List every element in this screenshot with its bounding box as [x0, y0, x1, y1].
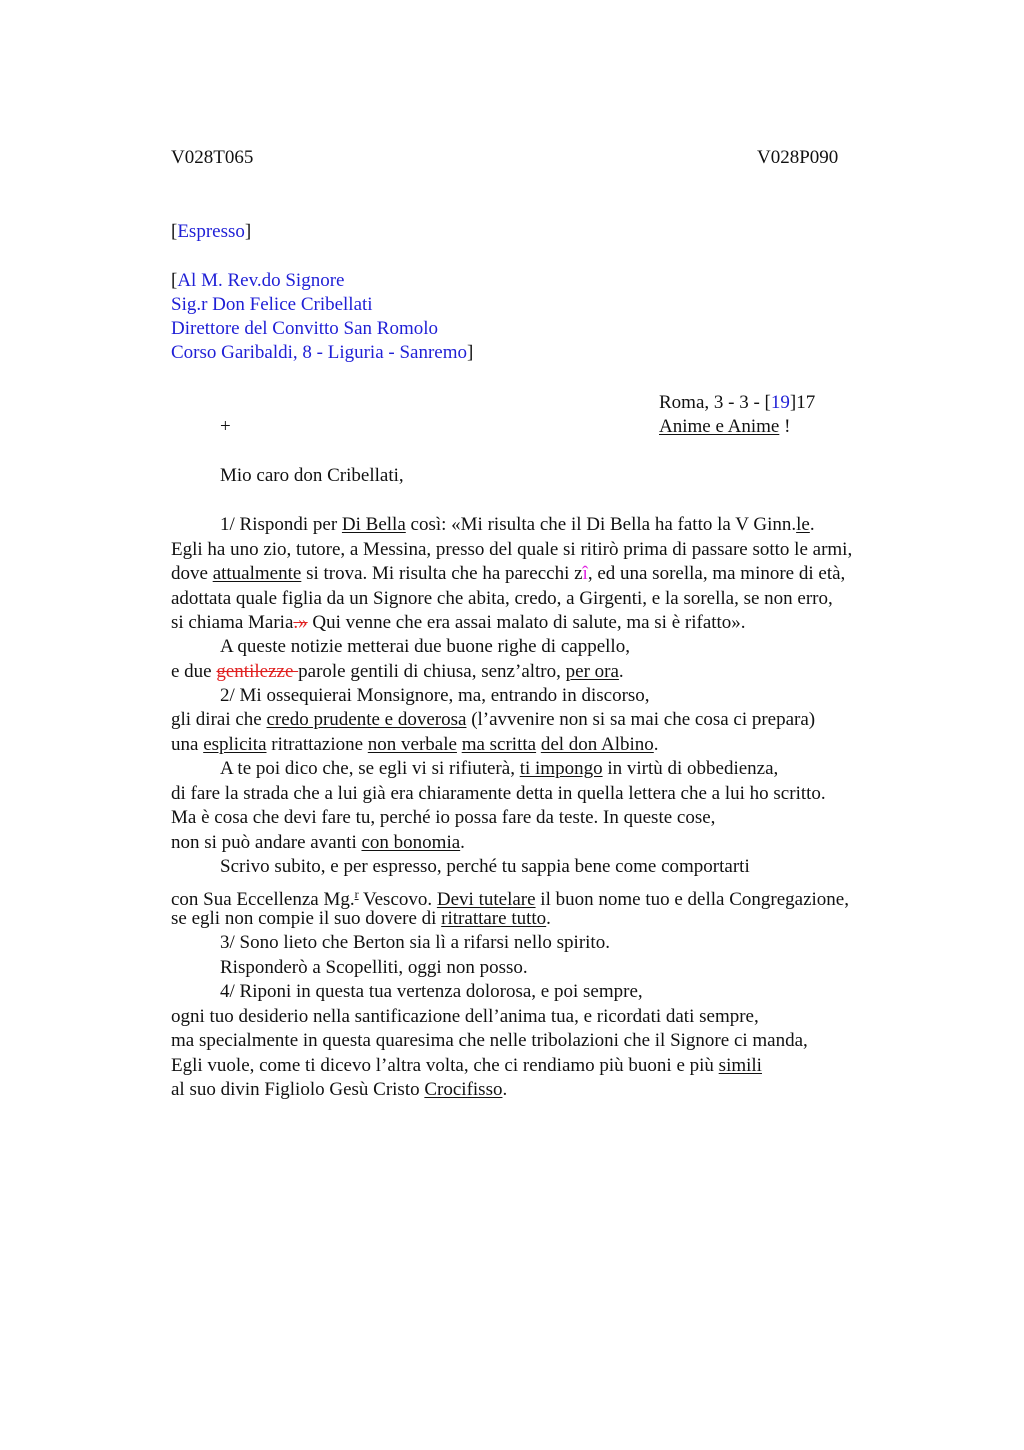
underlined-text: Devi tutelare	[436, 889, 536, 910]
text: non si può andare avanti	[171, 832, 362, 853]
address-line: Sig.r Don Felice Cribellati	[171, 294, 373, 315]
body-line	[171, 907, 551, 931]
salutation: Mio caro don Cribellati,	[220, 465, 404, 486]
body-line	[171, 1054, 762, 1078]
address-block	[171, 269, 473, 365]
text: dove	[171, 563, 213, 584]
body-line: Egli ha uno zio, tutore, a Messina, presso del quale si ritirò prima di passare sotto le armi,	[171, 539, 853, 560]
body-line	[171, 708, 815, 732]
text: 1/ Rispondi per	[220, 514, 342, 535]
text: .	[618, 661, 624, 682]
motto-end: !	[779, 416, 791, 437]
underlined-text: simili	[718, 1055, 762, 1076]
text: si chiama Maria	[171, 612, 294, 633]
motto-text: Anime e Anime	[659, 416, 780, 437]
body-line: Ma è cosa che devi fare tu, perché io possa fare da teste. In queste cose,	[171, 807, 716, 828]
underlined-text: con bonomia	[361, 832, 461, 853]
body-line	[220, 513, 815, 537]
archive-code-right: V028P090	[757, 147, 839, 168]
superscript: r	[354, 887, 359, 901]
underlined-text: del don Albino	[540, 734, 654, 755]
text: Egli vuole, come ti dicevo l’altra volta, che ci rendiamo più buoni e più	[171, 1055, 719, 1076]
text: il buon nome tuo e della Congregazione,	[535, 889, 849, 910]
body-line	[171, 733, 659, 757]
underlined-text: Crocifisso	[424, 1079, 503, 1100]
delivery-text: Espresso	[177, 221, 245, 242]
text: si trova. Mi risulta che ha parecchi z	[301, 563, 583, 584]
body-line: 4/ Riponi in questa tua vertenza dolorosa, e poi sempre,	[220, 981, 643, 1002]
address-text: Al M. Rev.do Signore	[177, 270, 345, 291]
date-suffix: ]17	[789, 392, 816, 413]
dateline	[659, 391, 815, 415]
bracket-open: [	[171, 270, 178, 291]
body-line	[171, 831, 465, 855]
motto	[659, 415, 790, 439]
underlined-text: attualmente	[212, 563, 302, 584]
deleted-text: .»	[293, 612, 308, 633]
text: parole gentili di chiusa, senz’altro,	[298, 661, 566, 682]
cross-mark: +	[220, 416, 231, 437]
text: e due	[171, 661, 217, 682]
text: una	[171, 734, 204, 755]
body-line: 3/ Sono lieto che Berton sia lì a rifarsi nello spirito.	[220, 932, 610, 953]
underlined-text: le	[796, 514, 810, 535]
underlined-text: esplicita	[203, 734, 267, 755]
underlined-text: ritrattare tutto	[441, 908, 547, 929]
archive-code-left: V028T065	[171, 147, 254, 168]
bracket-close: ]	[467, 342, 474, 363]
body-line	[171, 562, 845, 586]
address-line: Direttore del Convitto San Romolo	[171, 318, 439, 339]
bracket-open: [	[171, 221, 178, 242]
text: .	[653, 734, 659, 755]
deleted-text: gentilezze	[216, 661, 299, 682]
text: .	[502, 1079, 508, 1100]
underlined-text: Di Bella	[341, 514, 406, 535]
text: con Sua Eccellenza Mg.	[171, 889, 355, 910]
underlined-text: per ora	[565, 661, 619, 682]
text: .	[809, 514, 815, 535]
underlined-text: ti impongo	[519, 758, 603, 779]
text: così: «Mi risulta che il Di Bella ha fatto la V Ginn.	[405, 514, 797, 535]
body-line: Scrivo subito, e per espresso, perché tu sappia bene come comportarti	[220, 856, 750, 877]
underlined-text: credo prudente e doverosa	[266, 709, 467, 730]
text: .	[460, 832, 465, 853]
bracket-close: ]	[244, 221, 252, 242]
underlined-text: ma scritta	[461, 734, 537, 755]
body-line: adottata quale figlia da un Signore che abita, credo, a Girgenti, e la sorella, se non erro,	[171, 588, 833, 609]
text: al suo divin Figliolo Gesù Cristo	[171, 1079, 425, 1100]
text: ritrattazione	[266, 734, 368, 755]
text: se egli non compie il suo dovere di	[171, 908, 442, 929]
body-line	[171, 611, 746, 635]
body-line: Risponderò a Scopelliti, oggi non posso.	[220, 957, 528, 978]
text: (l’avvenire non si sa mai che cosa ci prepara)	[466, 709, 816, 730]
address-text: Corso Garibaldi, 8 - Liguria - Sanremo	[171, 342, 468, 363]
body-line: ma specialmente in questa quaresima che nelle tribolazioni che il Signore ci manda,	[171, 1030, 808, 1051]
text: Vescovo.	[358, 889, 437, 910]
body-line	[171, 660, 624, 684]
text: A te poi dico che, se egli vi si rifiuterà,	[220, 758, 520, 779]
text: in virtù di obbedienza,	[602, 758, 779, 779]
text: , ed una sorella, ma minore di età,	[587, 563, 846, 584]
body-line: A queste notizie metterai due buone righe di cappello,	[220, 636, 630, 657]
address-line	[171, 341, 473, 365]
text: gli dirai che	[171, 709, 267, 730]
delivery-note	[171, 220, 251, 244]
body-line: di fare la strada che a lui già era chiaramente detta in quella lettera che a lui ho scritto.	[171, 783, 826, 804]
date-prefix: Roma, 3 - 3 - [	[659, 392, 771, 413]
date-year-editorial: 19	[770, 392, 790, 413]
text: Qui venne che era assai malato di salute, ma si è rifatto».	[307, 612, 746, 633]
text: .	[546, 908, 551, 929]
body-line: 2/ Mi ossequierai Monsignore, ma, entrando in discorso,	[220, 685, 650, 706]
inserted-text: î	[582, 563, 588, 584]
body-line	[171, 1078, 507, 1102]
address-line	[171, 269, 473, 293]
underlined-text: non verbale	[367, 734, 457, 755]
body-line	[220, 757, 778, 781]
body-line: ogni tuo desiderio nella santificazione dell’anima tua, e ricordati dati sempre,	[171, 1006, 759, 1027]
